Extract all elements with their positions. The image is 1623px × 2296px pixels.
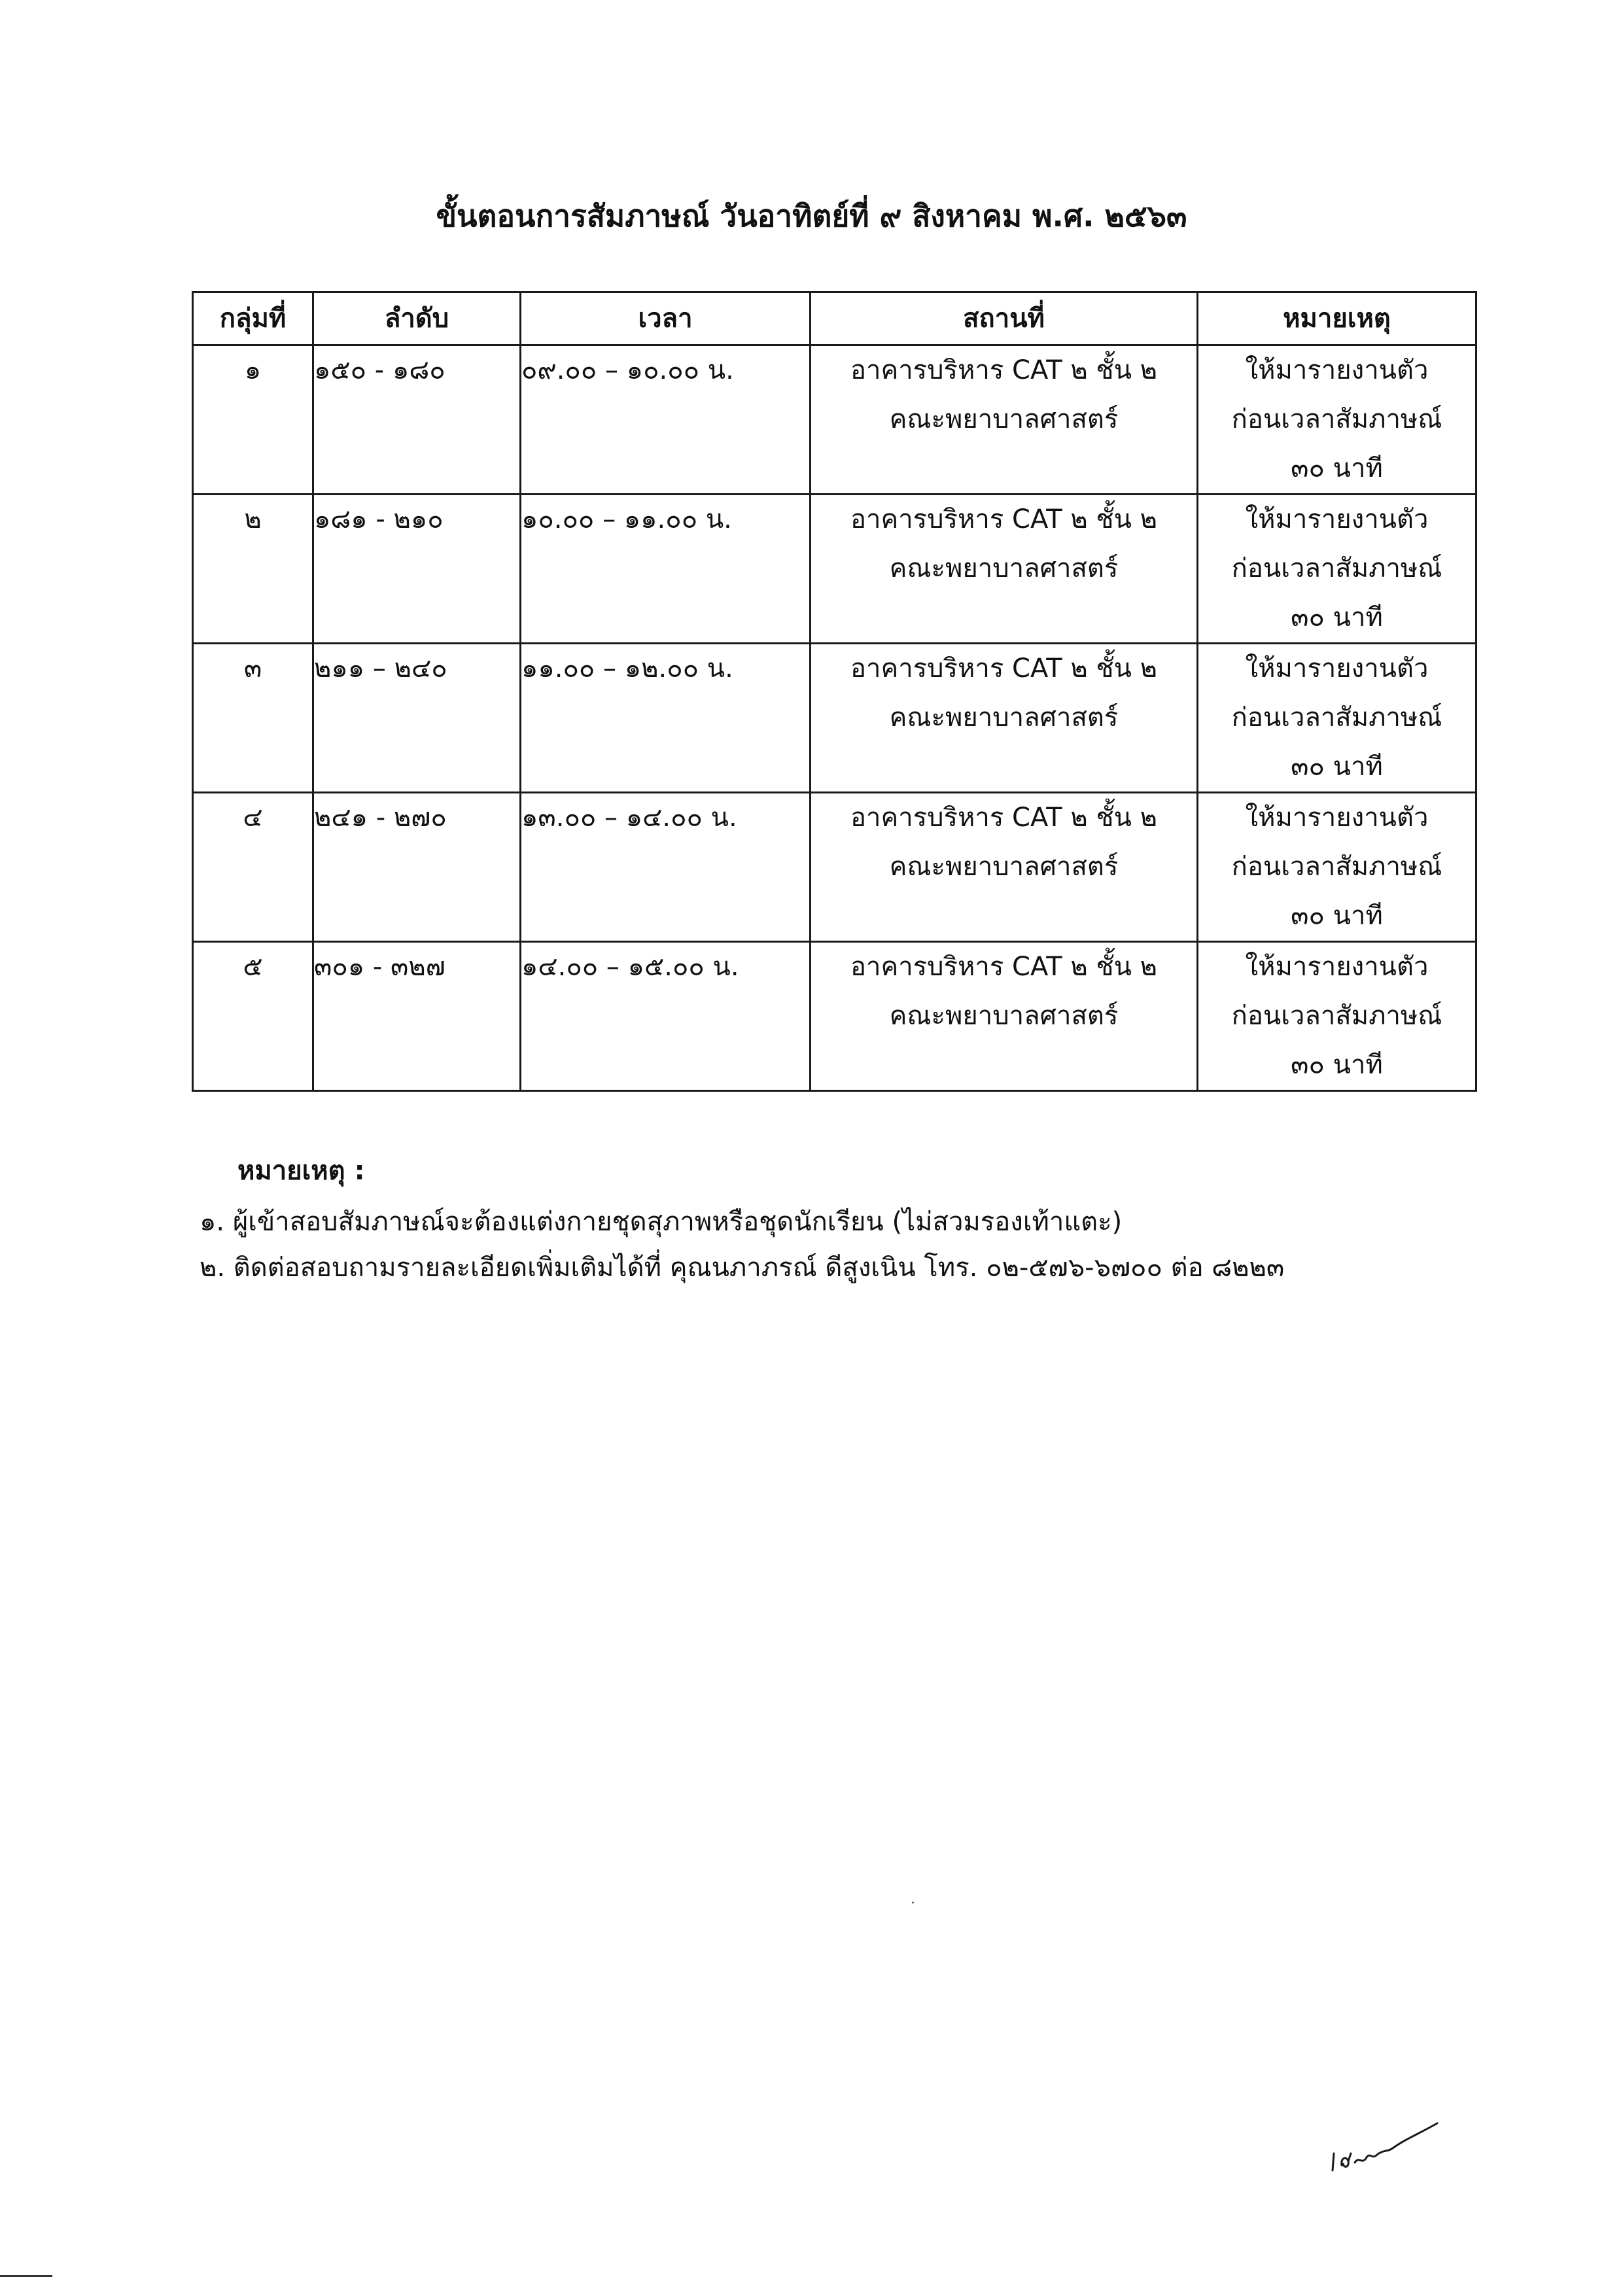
order-range-cell: ๑๕๐ - ๑๘๐	[313, 345, 521, 495]
place-cell	[811, 345, 1198, 495]
note-text: ก่อนเวลาสัมภาษณ์	[1231, 1001, 1442, 1031]
order-range-cell: ๒๔๑ - ๒๗๐	[313, 793, 521, 942]
note-text: ให้มารายงานตัว	[1245, 803, 1429, 833]
footer-rule	[0, 2275, 52, 2277]
note-text: ให้มารายงานตัว	[1245, 355, 1429, 385]
place-cell	[811, 495, 1198, 644]
order-range-cell: ๑๘๑ - ๒๑๐	[313, 495, 521, 644]
place-building: อาคารบริหาร CAT ๒ ชั้น ๒	[850, 952, 1158, 982]
place-faculty: คณะพยาบาลศาสตร์	[889, 852, 1119, 882]
place-faculty: คณะพยาบาลศาสตร์	[889, 703, 1119, 733]
place-faculty: คณะพยาบาลศาสตร์	[889, 404, 1119, 434]
group-cell: ๕	[193, 942, 313, 1091]
note-text: ๓๐ นาที	[1291, 602, 1383, 633]
note-item-contact: ๒. ติดต่อสอบถามรายละเอียดเพิ่มเติมได้ที่ คุณนภาภรณ์ ดีสูงเนิน โทร. ๐๒-๕๗๖-๖๗๐๐ ต่อ ๘๒๒๓	[200, 1253, 1285, 1283]
place-building: อาคารบริหาร CAT ๒ ชั้น ๒	[850, 803, 1158, 833]
header-time: เวลา	[521, 292, 811, 345]
header-place: สถานที่	[811, 292, 1198, 345]
table-row	[193, 942, 1476, 1091]
note-text: ๓๐ นาที	[1291, 453, 1383, 483]
header-note: หมายเหตุ	[1198, 292, 1476, 345]
note-text: ก่อนเวลาสัมภาษณ์	[1231, 703, 1442, 733]
notes-heading: หมายเหตุ :	[237, 1156, 365, 1186]
note-text: ๓๐ นาที	[1291, 1050, 1383, 1080]
time-cell: ๑๓.๐๐ – ๑๔.๐๐ น.	[521, 793, 811, 942]
place-cell	[811, 644, 1198, 793]
note-text: ๓๐ นาที	[1291, 901, 1383, 931]
handwritten-signature	[1325, 2119, 1442, 2178]
place-building: อาคารบริหาร CAT ๒ ชั้น ๒	[850, 355, 1158, 385]
order-range-cell: ๓๐๑ - ๓๒๗	[313, 942, 521, 1091]
table-row	[193, 495, 1476, 644]
place-faculty: คณะพยาบาลศาสตร์	[889, 553, 1119, 583]
note-cell	[1198, 345, 1476, 495]
time-cell: ๑๔.๐๐ – ๑๕.๐๐ น.	[521, 942, 811, 1091]
note-cell	[1198, 793, 1476, 942]
header-group: กลุ่มที่	[193, 292, 313, 345]
place-cell	[811, 942, 1198, 1091]
table-row	[193, 644, 1476, 793]
scan-speck	[912, 1902, 914, 1904]
note-cell	[1198, 495, 1476, 644]
notes-section	[200, 1148, 1442, 1291]
header-order: ลำดับ	[313, 292, 521, 345]
place-building: อาคารบริหาร CAT ๒ ชั้น ๒	[850, 504, 1158, 534]
time-cell: ๑๐.๐๐ – ๑๑.๐๐ น.	[521, 495, 811, 644]
place-building: อาคารบริหาร CAT ๒ ชั้น ๒	[850, 653, 1158, 684]
page-title: ขั้นตอนการสัมภาษณ์ วันอาทิตย์ที่ ๙ สิงหาคม พ.ศ. ๒๕๖๓	[436, 198, 1187, 234]
note-cell	[1198, 942, 1476, 1091]
note-cell	[1198, 644, 1476, 793]
group-cell: ๒	[193, 495, 313, 644]
table-row	[193, 793, 1476, 942]
order-range-cell: ๒๑๑ – ๒๔๐	[313, 644, 521, 793]
note-text: ให้มารายงานตัว	[1245, 504, 1429, 534]
note-text: ให้มารายงานตัว	[1245, 952, 1429, 982]
note-text: ก่อนเวลาสัมภาษณ์	[1231, 852, 1442, 882]
time-cell: ๐๙.๐๐ – ๑๐.๐๐ น.	[521, 345, 811, 495]
group-cell: ๔	[193, 793, 313, 942]
note-text: ๓๐ นาที	[1291, 752, 1383, 782]
group-cell: ๓	[193, 644, 313, 793]
table-header-row	[193, 292, 1476, 345]
place-faculty: คณะพยาบาลศาสตร์	[889, 1001, 1119, 1031]
note-text: ก่อนเวลาสัมภาษณ์	[1231, 553, 1442, 583]
note-item-dress-code: ๑. ผู้เข้าสอบสัมภาษณ์จะต้องแต่งกายชุดสุภาพหรือชุดนักเรียน (ไม่สวมรองเท้าแตะ)	[200, 1207, 1123, 1237]
note-text: ให้มารายงานตัว	[1245, 653, 1429, 684]
note-text: ก่อนเวลาสัมภาษณ์	[1231, 404, 1442, 434]
place-cell	[811, 793, 1198, 942]
time-cell: ๑๑.๐๐ – ๑๒.๐๐ น.	[521, 644, 811, 793]
group-cell: ๑	[193, 345, 313, 495]
interview-schedule-table	[192, 291, 1477, 1092]
table-row	[193, 345, 1476, 495]
